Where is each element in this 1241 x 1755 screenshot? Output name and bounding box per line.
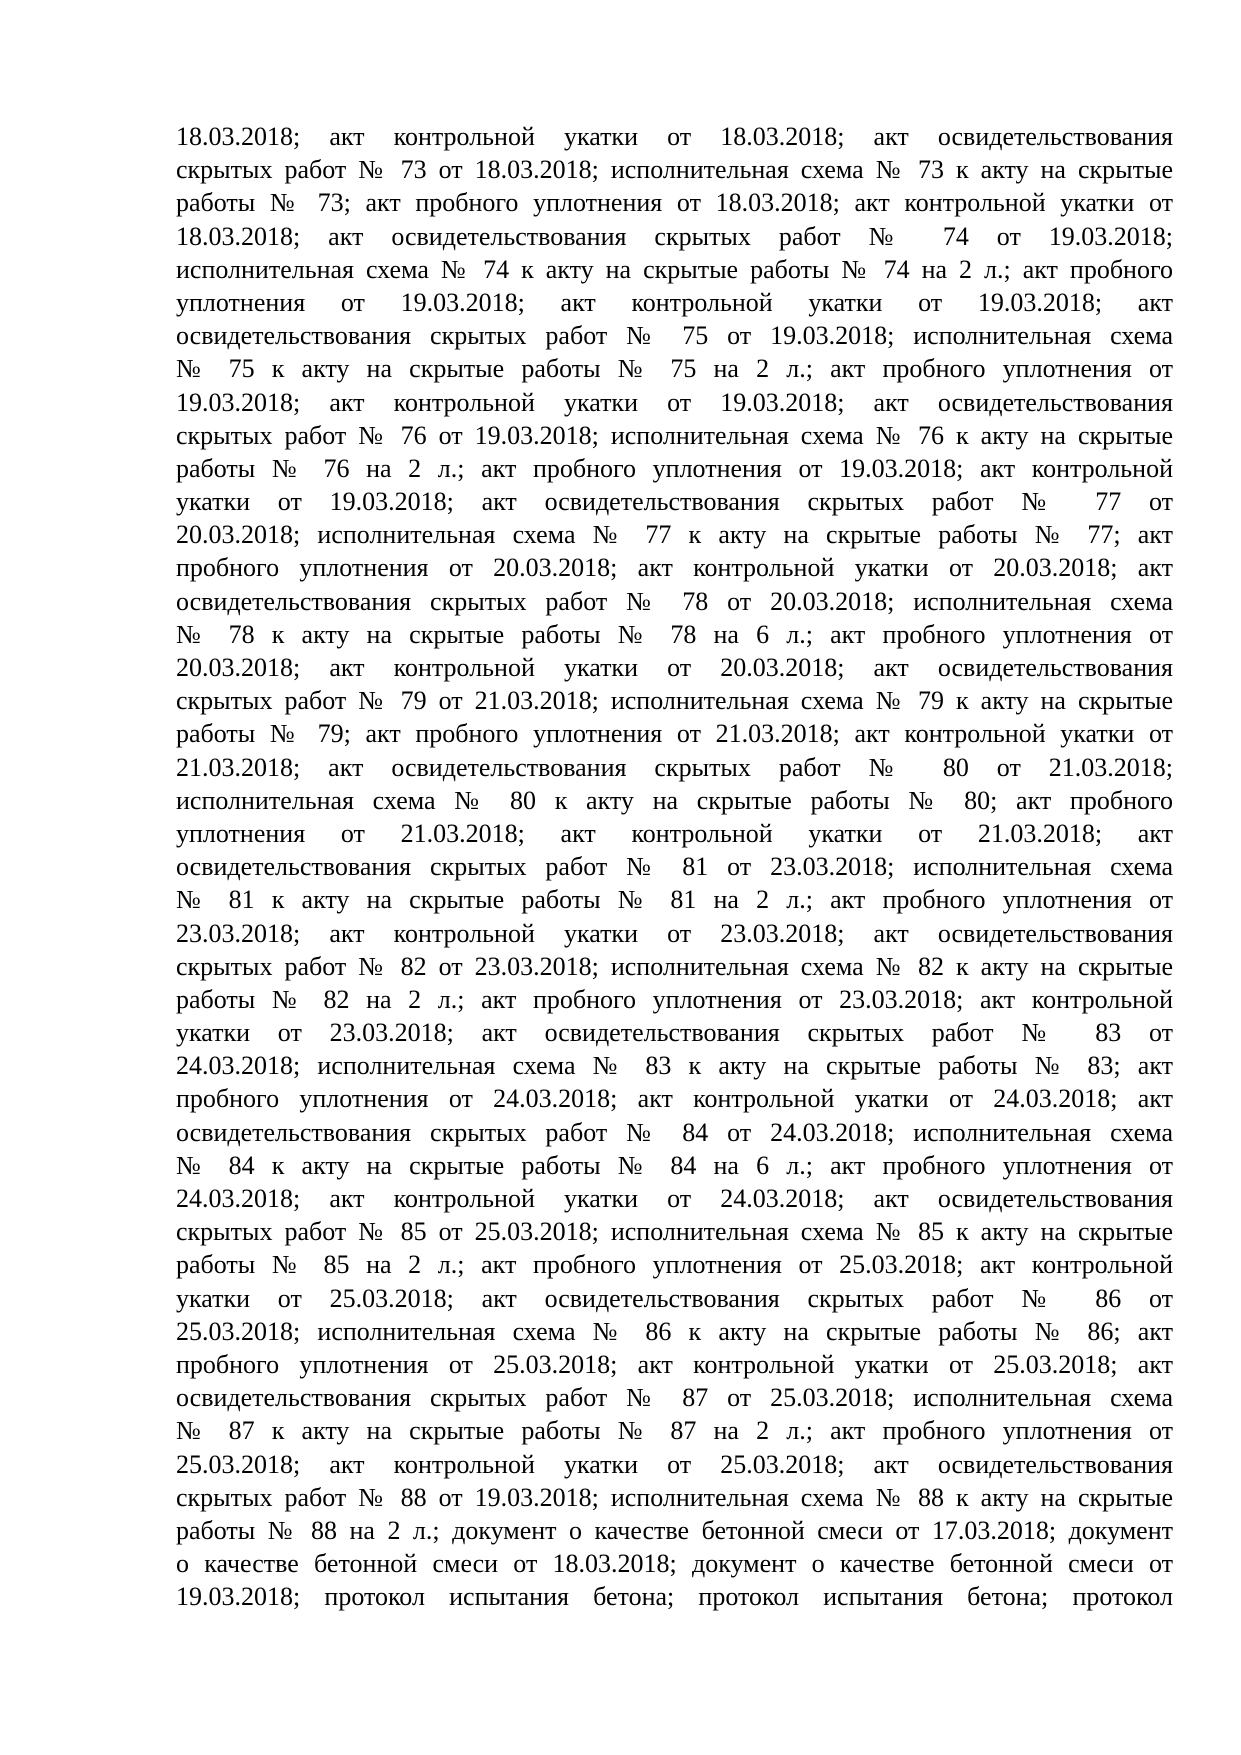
text-line: пробного уплотнения от 24.03.2018; акт контрольной укатки от 24.03.2018; акт [176,1084,1173,1114]
text-line: 20.03.2018; акт контрольной укатки от 20.03.2018; акт освидетельствования [176,653,1173,682]
text-line: уплотнения от 19.03.2018; акт контрольной укатки от 19.03.2018; акт [176,287,1173,317]
text-line: 20.03.2018; исполнительная схема № 77 к акту на скрытые работы № 77; акт [176,520,1173,550]
text-line: освидетельствования скрытых работ № 87 от 25.03.2018; исполнительная схема [176,1383,1173,1413]
text-line: № 84 к акту на скрытые работы № 84 на 6 л.; акт пробного уплотнения от [176,1150,1173,1180]
text-line: работы № 73; акт пробного уплотнения от 18.03.2018; акт контрольной укатки от [176,188,1173,218]
text-line: 21.03.2018; акт освидетельствования скрытых работ № 80 от 21.03.2018; [176,752,1173,782]
text-line: 23.03.2018; акт контрольной укатки от 23.03.2018; акт освидетельствования [176,918,1173,948]
text-line: укатки от 19.03.2018; акт освидетельствования скрытых работ № 77 от [176,487,1173,517]
text-line: № 81 к акту на скрытые работы № 81 на 2 л.; акт пробного уплотнения от [176,885,1173,915]
text-line: скрытых работ № 76 от 19.03.2018; исполнительная схема № 76 к акту на скрытые [176,420,1173,450]
text-line: уплотнения от 21.03.2018; акт контрольной укатки от 21.03.2018; акт [176,818,1173,848]
text-line: освидетельствования скрытых работ № 78 от 20.03.2018; исполнительная схема [176,586,1173,616]
text-line: исполнительная схема № 74 к акту на скрытые работы № 74 на 2 л.; акт пробного [176,254,1173,284]
text-line: скрытых работ № 85 от 25.03.2018; исполнительная схема № 85 к акту на скрытые [176,1217,1173,1247]
text-line: 18.03.2018; акт освидетельствования скрытых работ № 74 от 19.03.2018; [176,221,1173,251]
text-line: скрытых работ № 88 от 19.03.2018; исполнительная схема № 88 к акту на скрытые [176,1482,1173,1512]
text-line: 24.03.2018; акт контрольной укатки от 24.03.2018; акт освидетельствования [176,1184,1173,1213]
text-line: пробного уплотнения от 20.03.2018; акт контрольной укатки от 20.03.2018; акт [176,553,1173,583]
text-line: скрытых работ № 82 от 23.03.2018; исполнительная схема № 82 к акту на скрытые [176,951,1173,981]
text-line: скрытых работ № 73 от 18.03.2018; исполнительная схема № 73 к акту на скрытые [176,155,1173,185]
text-line: 19.03.2018; протокол испытания бетона; протокол испытания бетона; протокол [176,1582,1173,1612]
text-line: освидетельствования скрытых работ № 81 от 23.03.2018; исполнительная схема [176,852,1173,882]
text-line: работы № 76 на 2 л.; акт пробного уплотнения от 19.03.2018; акт контрольной [176,453,1173,483]
text-line: укатки от 23.03.2018; акт освидетельствования скрытых работ № 83 от [176,1018,1173,1048]
text-line: работы № 85 на 2 л.; акт пробного уплотнения от 25.03.2018; акт контрольной [176,1250,1173,1280]
text-line: работы № 88 на 2 л.; документ о качестве бетонной смеси от 17.03.2018; документ [176,1515,1173,1545]
text-line: 25.03.2018; акт контрольной укатки от 25.03.2018; акт освидетельствования [176,1449,1173,1479]
text-line: № 78 к акту на скрытые работы № 78 на 6 л.; акт пробного уплотнения от [176,619,1173,649]
text-line: 25.03.2018; исполнительная схема № 86 к акту на скрытые работы № 86; акт [176,1316,1173,1346]
text-line: № 75 к акту на скрытые работы № 75 на 2 л.; акт пробного уплотнения от [176,354,1173,384]
text-line: работы № 79; акт пробного уплотнения от 21.03.2018; акт контрольной укатки от [176,719,1173,749]
text-line: укатки от 25.03.2018; акт освидетельствования скрытых работ № 86 от [176,1283,1173,1313]
text-line: о качестве бетонной смеси от 18.03.2018; документ о качестве бетонной смеси от [176,1549,1173,1579]
text-line: работы № 82 на 2 л.; акт пробного уплотнения от 23.03.2018; акт контрольной [176,984,1173,1014]
text-line: скрытых работ № 79 от 21.03.2018; исполнительная схема № 79 к акту на скрытые [176,686,1173,716]
document-body-paragraph [176,120,1173,1613]
text-line: № 87 к акту на скрытые работы № 87 на 2 л.; акт пробного уплотнения от [176,1416,1173,1446]
text-line: 24.03.2018; исполнительная схема № 83 к акту на скрытые работы № 83; акт [176,1051,1173,1081]
text-line: 18.03.2018; акт контрольной укатки от 18.03.2018; акт освидетельствования [176,122,1173,151]
text-line: освидетельствования скрытых работ № 75 от 19.03.2018; исполнительная схема [176,321,1173,351]
text-line: исполнительная схема № 80 к акту на скрытые работы № 80; акт пробного [176,785,1173,815]
text-line: 19.03.2018; акт контрольной укатки от 19.03.2018; акт освидетельствования [176,387,1173,417]
text-line: освидетельствования скрытых работ № 84 от 24.03.2018; исполнительная схема [176,1117,1173,1147]
text-line: пробного уплотнения от 25.03.2018; акт контрольной укатки от 25.03.2018; акт [176,1349,1173,1379]
